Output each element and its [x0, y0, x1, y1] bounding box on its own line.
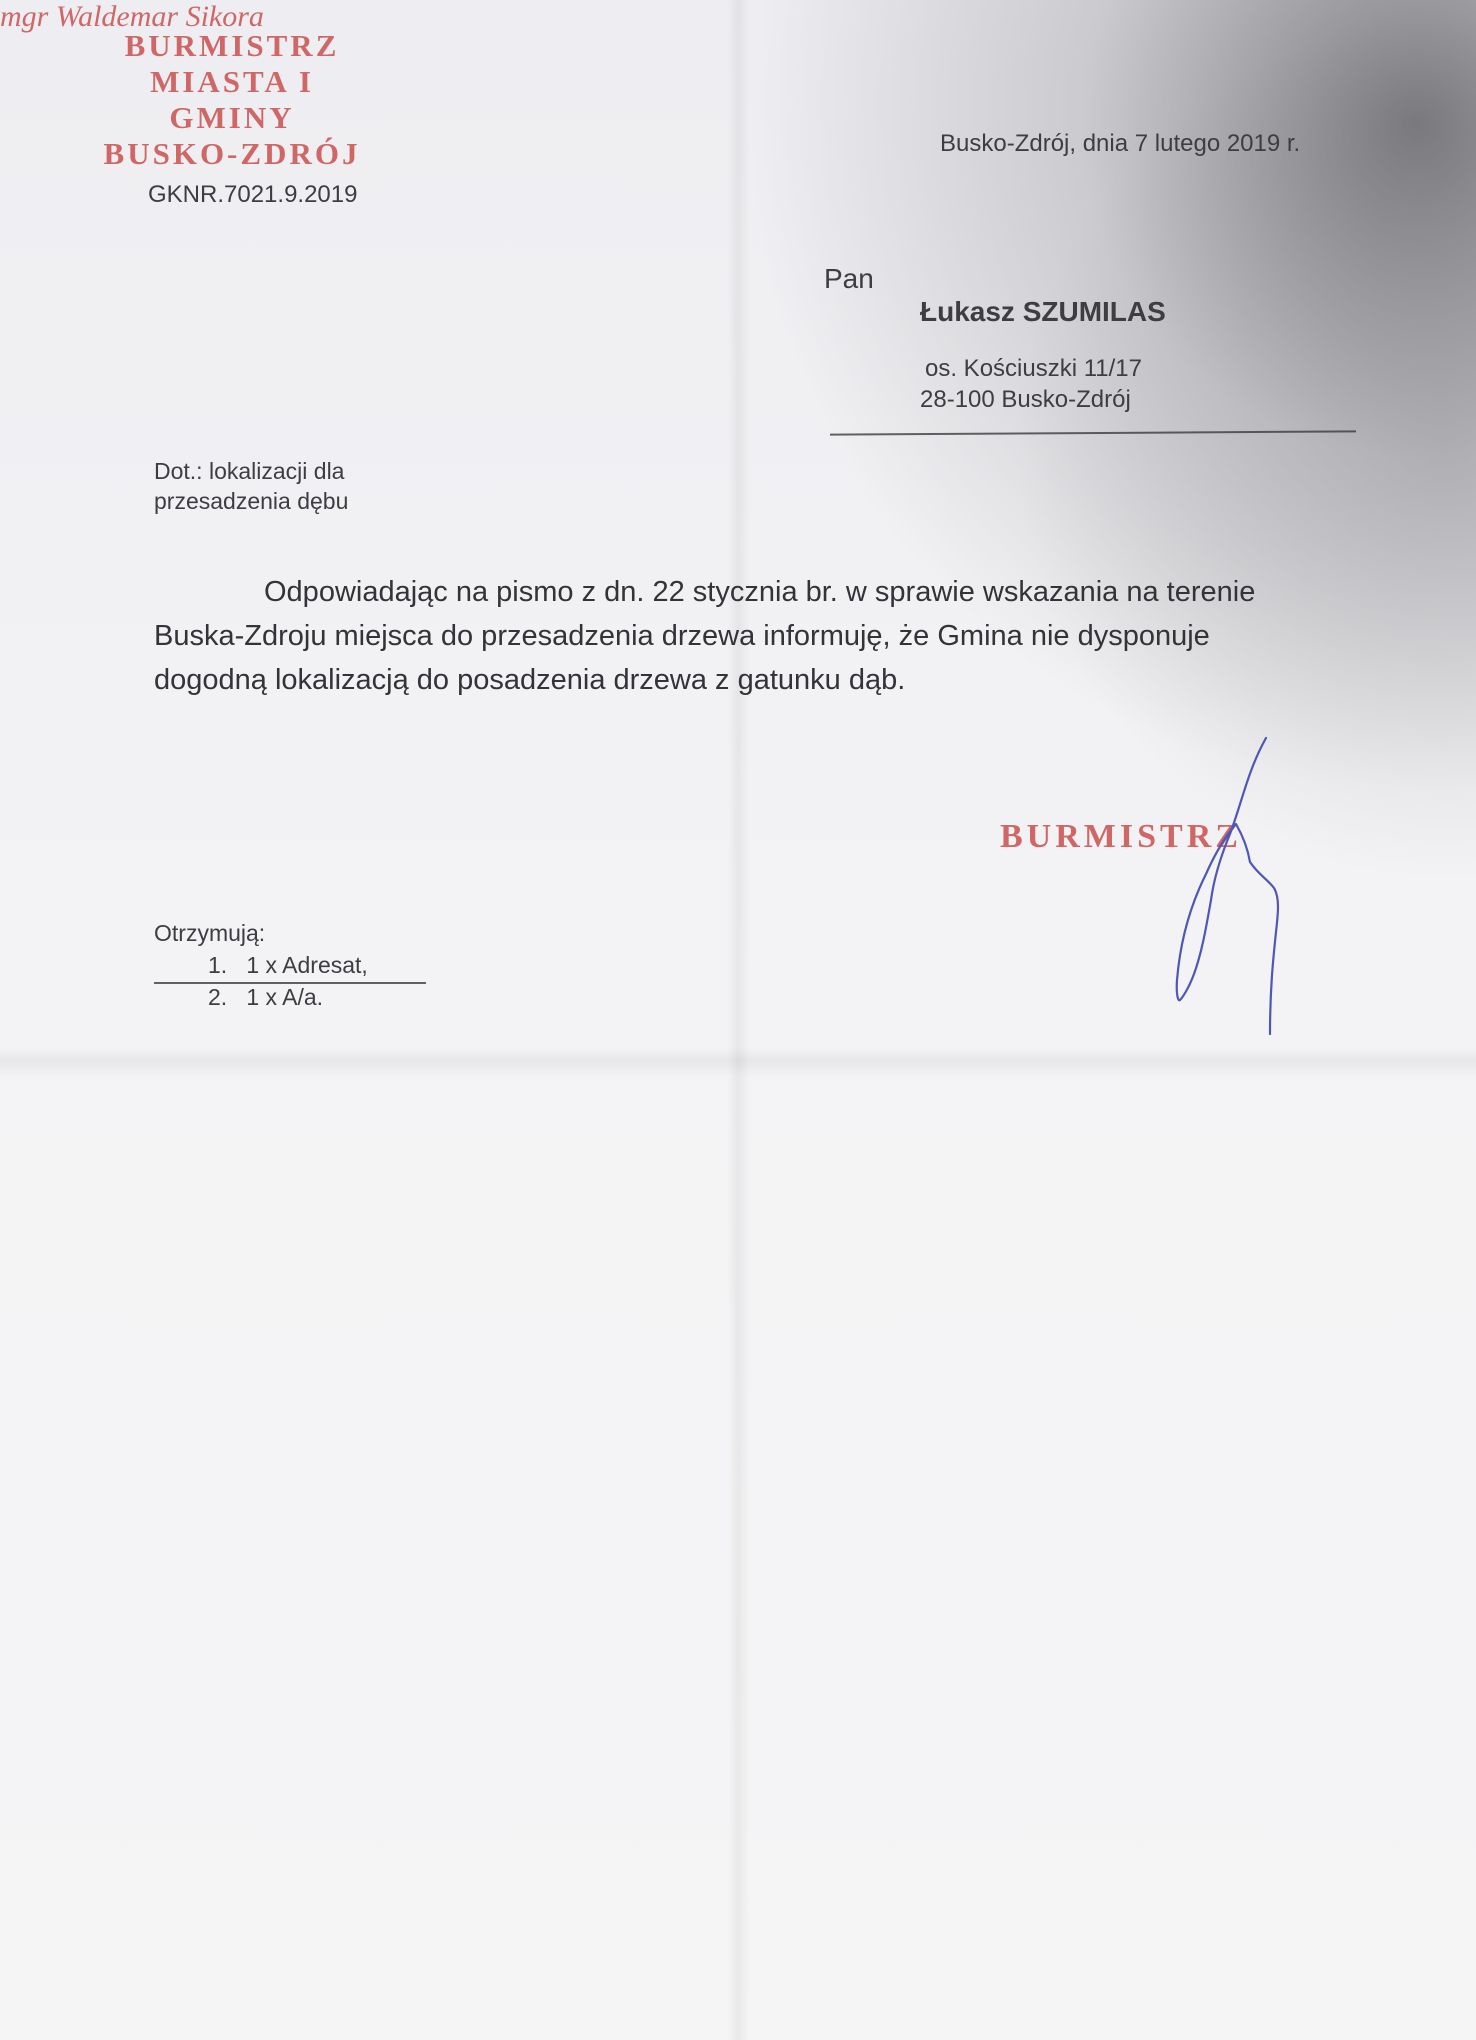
recipient-list-item: 2. 1 x A/a.: [208, 984, 324, 1010]
recipient-underline: [830, 430, 1356, 435]
office-stamp: [92, 28, 372, 172]
office-stamp-line: BURMISTRZ: [124, 28, 340, 63]
office-stamp-line: MIASTA I GMINY: [150, 64, 314, 135]
recipient-name: Łukasz SZUMILAS: [920, 296, 1166, 327]
signature-name-stamp: mgr Waldemar Sikora: [0, 0, 264, 33]
handwritten-signature: [1098, 728, 1298, 1048]
recipient-address-1: os. Kościuszki 11/17: [925, 355, 1142, 382]
body-line: Buska-Zdroju miejsca do przesadzenia drzewa informuję, że Gmina nie dysponuje: [154, 620, 1210, 652]
signature-title-stamp: BURMISTRZ: [1000, 818, 1242, 855]
body-line: Odpowiadając na pismo z dn. 22 stycznia br. w sprawie wskazania na terenie: [264, 576, 1256, 608]
recipient-address-2: 28-100 Busko-Zdrój: [920, 386, 1131, 413]
subject-line-1: Dot.: lokalizacji dla: [154, 458, 345, 484]
recipients-heading: Otrzymują:: [154, 920, 266, 946]
reference-number: GKNR.7021.9.2019: [148, 181, 358, 208]
body-line: dogodną lokalizacją do posadzenia drzewa z gatunku dąb.: [154, 664, 906, 696]
letter-body: [154, 570, 1384, 702]
subject-line-2: przesadzenia dębu: [154, 488, 349, 514]
recipient-salutation: Pan: [824, 263, 874, 294]
date-line: Busko-Zdrój, dnia 7 lutego 2019 r.: [940, 130, 1301, 157]
office-stamp-line: BUSKO-ZDRÓJ: [103, 136, 361, 171]
recipient-list-item: 1. 1 x Adresat,: [208, 952, 368, 978]
